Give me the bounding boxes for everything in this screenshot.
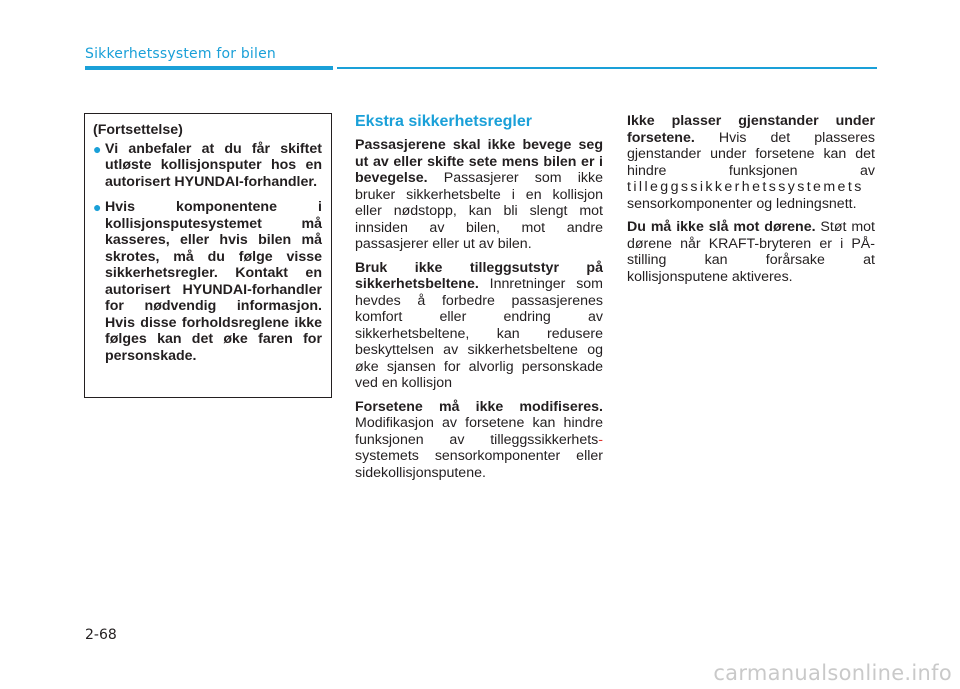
paragraph-lead: Du må ikke slå mot dørene. [627,219,816,235]
paragraph-body: Modifikasjon av forsetene kan hindre funksjonen av tilleggssikkerhets [355,415,603,448]
paragraph-body: Hvis det plasseres gjenstander under forsetene kan det hindre funksjonen av [627,129,875,179]
watermark: carmanualsonline.info [713,661,952,685]
note-item-text: Vi anbefaler at du får skiftet utløste kollisjonsputer hos en autorisert HYUNDAI-forhandler. [105,140,322,190]
right-column [627,113,875,292]
page-number: 2-68 [85,627,117,643]
paragraph-body: sensorkomponenter og ledningsnett. [627,195,857,212]
header-rule-thick [85,66,333,70]
paragraph-body: Passasjerer som ikke bruker sikkerhetsbelte i en kollisjon eller nødstopp, kan bli slengt mot innsiden av bilen, mot andre passasjerer eller ut av bilen. [355,170,603,252]
paragraph-body: Innretninger som hevdes å forbedre passasjerenes komfort eller endring av sikkerhetsbeltene, kan redusere beskyttelsen av sikkerhetsbeltene og øke sjansen for alvorlig personskade ved en kollisjon [355,276,603,391]
paragraph-doors [627,219,875,285]
continuation-note-box [84,113,332,398]
section-heading: Ekstra sikkerhetsregler [355,113,532,130]
note-item-text: Hvis komponentene i kollisjonsputesystemet må kasseres, eller hvis bilen må skrotes, må du følge visse sikkerhetsregler. Kontakt en autorisert HYUNDAI-forhandler for nødvendig informasjon. Hvis disse forholdsreglene ikke følges kan det øke faren for personskade. [105,199,322,364]
paragraph-body: systemets sensorkomponenter eller sidekollisjonsputene. [355,448,603,481]
paragraph-front-seats [355,399,603,482]
middle-column [355,113,603,488]
paragraph-accessories [355,260,603,392]
paragraph-body-spaced: tilleggssikkerhetssystemets [627,179,864,195]
paragraph-lead: Ikke plasser gjenstander under forsetene. [627,113,875,146]
note-heading: (Fortsettelse) [93,122,183,138]
note-list-item [93,141,322,191]
paragraph-lead: Passasjerene skal ikke bevege seg ut av eller skifte sete mens bilen er i bevegelse. [355,137,603,186]
hyphen-mark: - [598,431,603,448]
paragraph-lead: Bruk ikke tilleggsutstyr på sikkerhetsbeltene. [355,259,603,292]
note-list-item [93,199,322,364]
bullet-icon: ● [93,199,102,215]
paragraph-body: Støt mot dørene når KRAFT-bryteren er i PÅ-stilling kan forårsake at kollisjonsputene aktiveres. [627,219,876,285]
paragraph-under-seats [627,113,875,212]
bullet-icon: ● [93,140,102,157]
header-rule-thin [337,67,877,69]
paragraph-passengers [355,137,603,253]
section-header-title: Sikkerhetssystem for bilen [85,46,277,62]
paragraph-lead: Forsetene må ikke modifiseres. [355,398,603,415]
